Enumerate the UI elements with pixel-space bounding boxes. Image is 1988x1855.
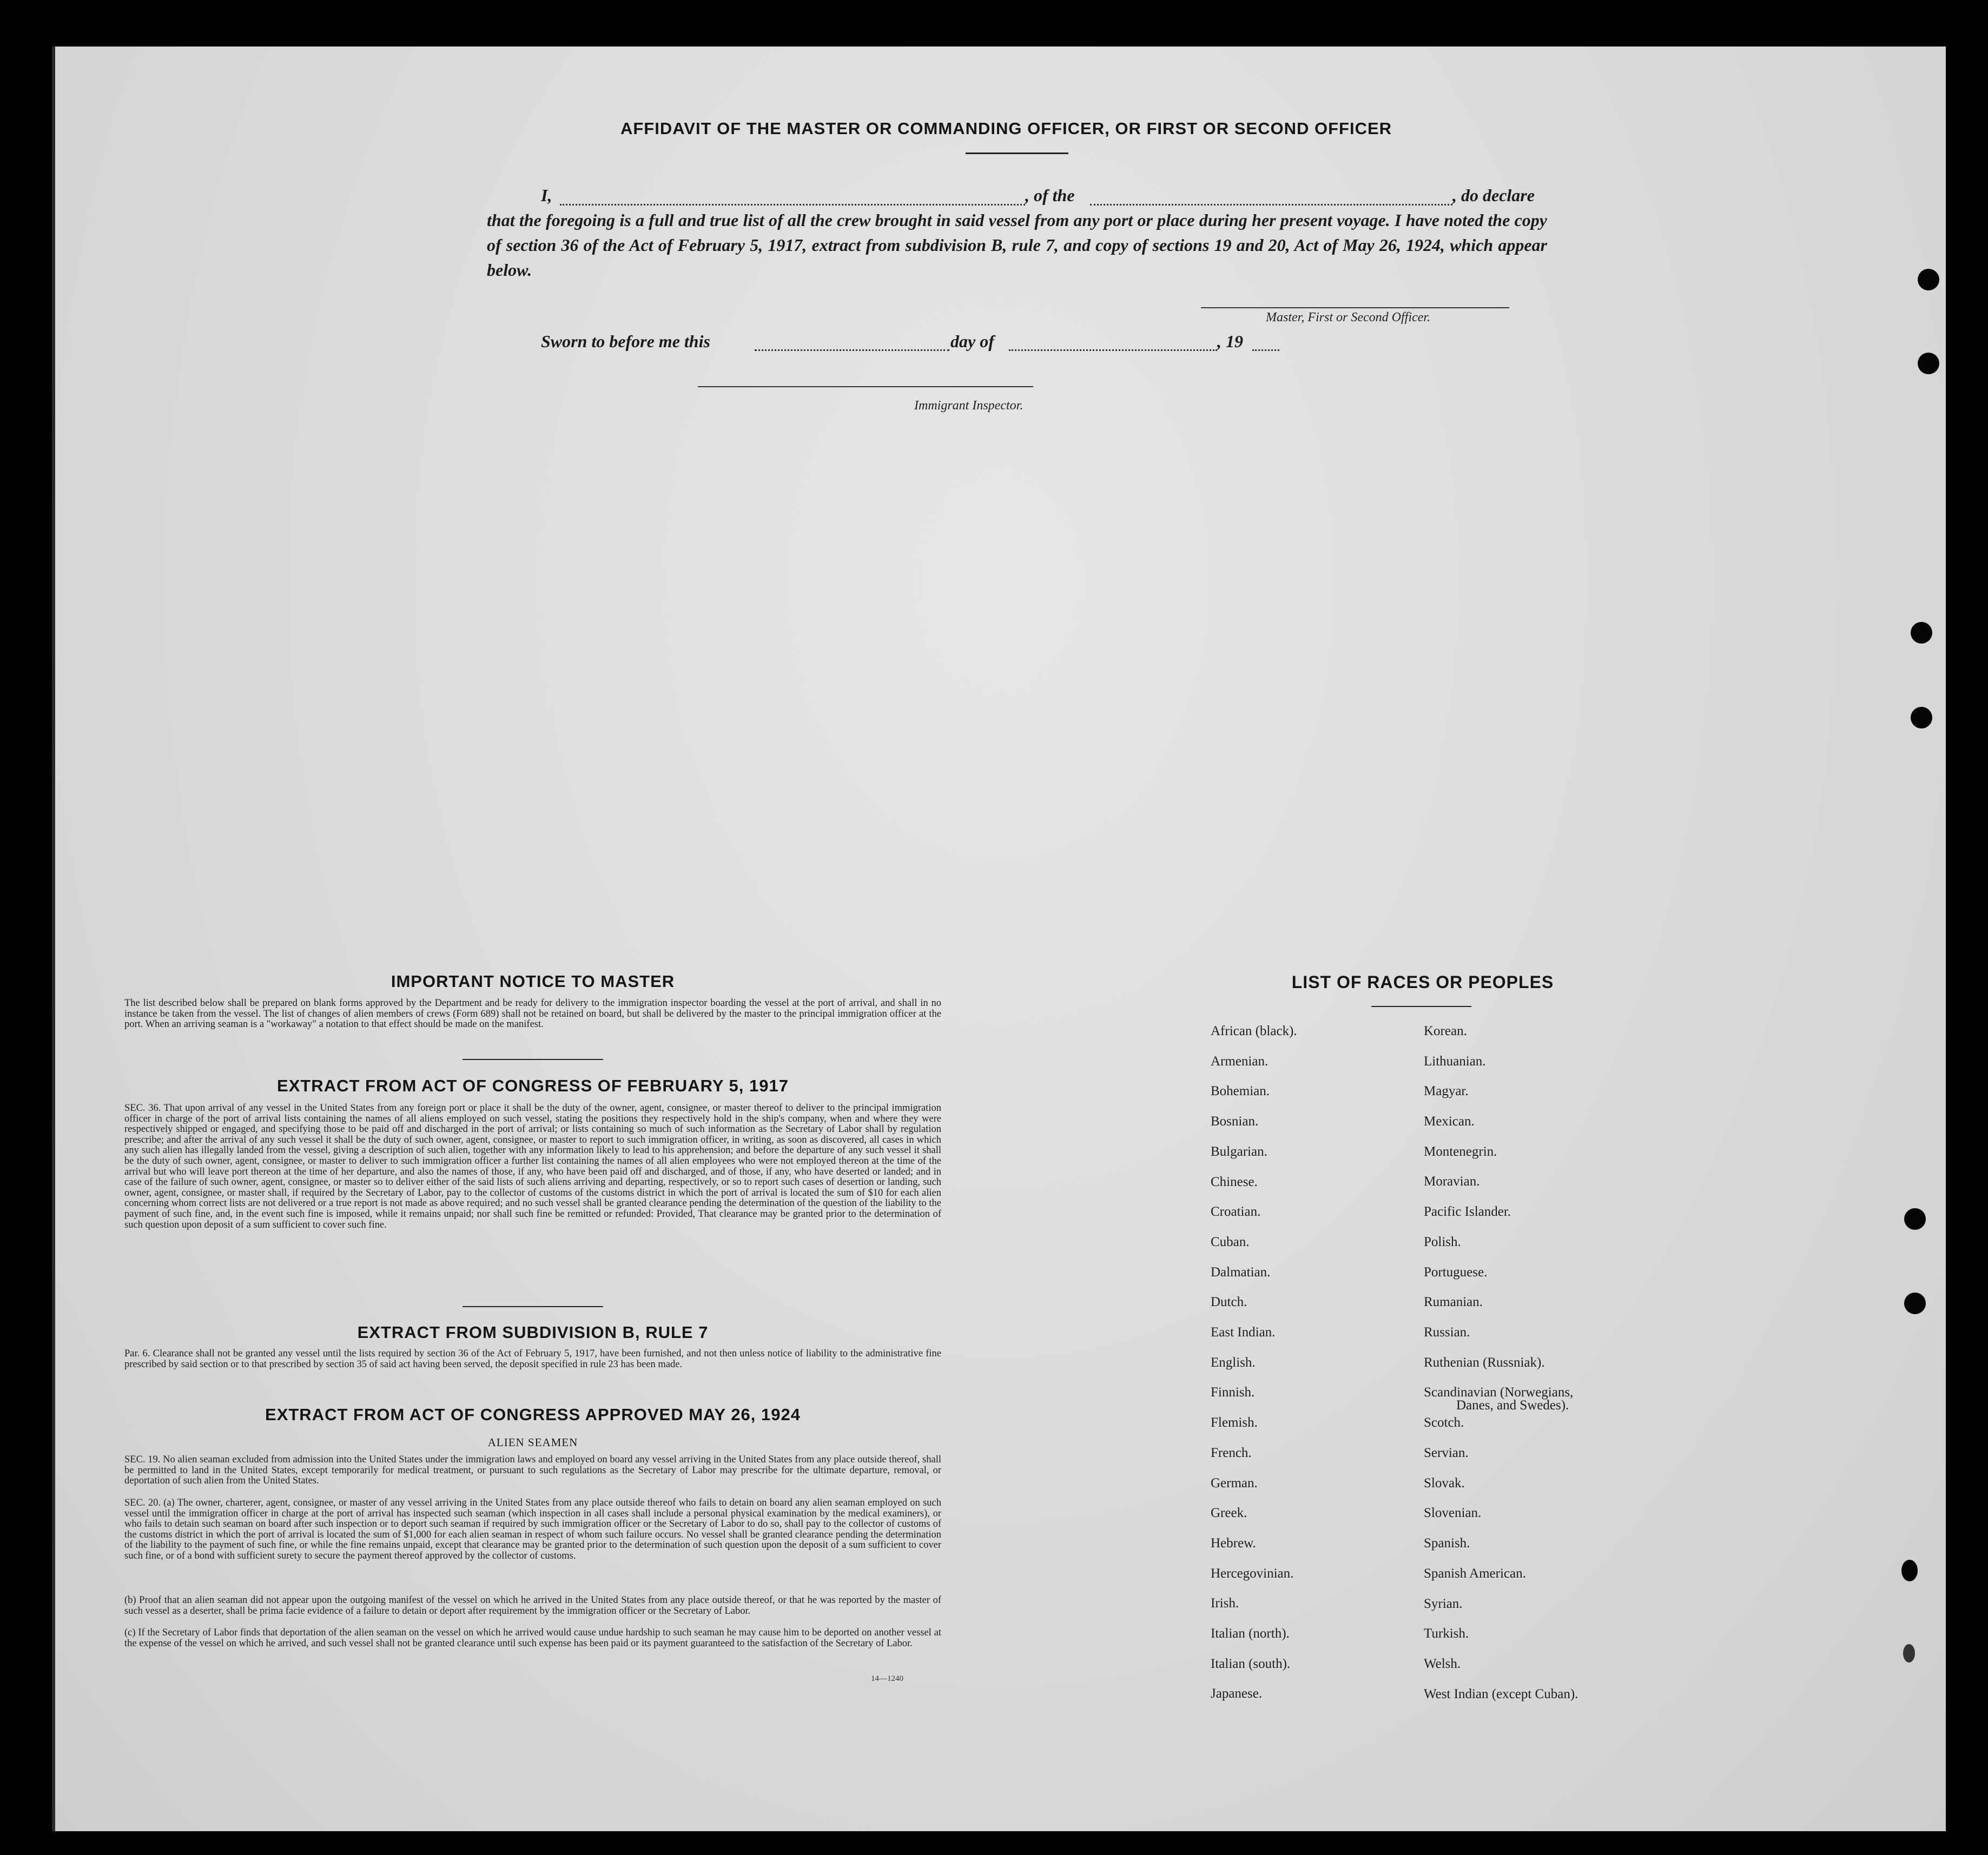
declarant-label: I, xyxy=(541,186,552,205)
sec-20b-text: (b) Proof that an alien seaman did not appear upon the outgoing manifest of the vessel on which he arrived in the United States from any place outside thereof, or that he was reported by the master of such vessel as a deserter, shall be prima facie evidence of a failure to detain or deport after requirement by the immigration officer or the Secretary of Labor. xyxy=(124,1595,941,1617)
extract-1917-text: SEC. 36. That upon arrival of any vessel in the United States from any foreign port or place it shall be the duty of the owner, agent, consignee, or master thereof to deliver to the principal immigration officer in charge of the port of arrival lists containing the names of all aliens employed on such vessel, stating the positions they respectively hold in the ship's company, when and where they were respectively shipped or engaged, and specifying those to be paid off and discharged in the port of arrival; or lists containing so much of such information as the Secretary of Labor shall by regulation prescribe; and after the arrival of any such vessel it shall be the duty of such owner, agent, consignee, or master to report to such immigration officer, in writing, as soon as discovered, all cases in which any such alien has illegally landed from the vessel, giving a description of such alien, together with any information likely to lead to his apprehension; and before the departure of any such vessel it shall be the duty of such owner, agent, consignee, or master to deliver to such immigration officer a further list containing the names of all alien employees who were not employed thereon at the time of the arrival but who will leave port thereon at the time of her departure, and also the names of those, if any, who have been paid off and discharged, and of those, if any, who have deserted or landed; and in case of the failure of such owner, agent, consignee, or master so to deliver either of the said lists of such aliens arriving and departing, respectively, or so to report such cases of desertion or landing, such owner, agent, consignee, or master shall, if required by the Secretary of Labor, pay to the collector of customs of the customs district in which the port of arrival is located the sum of $10 for each alien concerning whom correct lists are not delivered or a true report is not made as above required; and no such vessel shall be granted clearance pending the determination of the question of the liability to the payment of such fine, and, in the event such fine is imposed, while it remains unpaid; nor shall such fine be remitted or refunded: Provided, That clearance may be granted prior to the determination of such question upon deposit of a sum sufficient to cover such fine. xyxy=(124,1103,941,1230)
document-page xyxy=(52,47,1946,1831)
race-item: Syrian. xyxy=(1424,1596,1463,1611)
race-item: Danes, and Swedes). xyxy=(1456,1398,1569,1413)
race-item: French. xyxy=(1211,1446,1252,1460)
binder-hole xyxy=(1903,1644,1915,1662)
race-item: Bulgarian. xyxy=(1211,1144,1267,1159)
race-item: Chinese. xyxy=(1211,1175,1258,1189)
race-item: Irish. xyxy=(1211,1596,1239,1611)
race-item: Slovenian. xyxy=(1424,1506,1482,1520)
race-item: Korean. xyxy=(1424,1024,1467,1038)
race-item: Hebrew. xyxy=(1211,1536,1256,1551)
sworn-month-field[interactable] xyxy=(1009,349,1217,351)
inspector-signature-field[interactable] xyxy=(698,386,1033,387)
race-item: West Indian (except Cuban). xyxy=(1424,1687,1578,1701)
extract-1917-title: EXTRACT FROM ACT OF CONGRESS OF FEBRUARY 5, 1917 xyxy=(277,1076,789,1095)
sec-19-text: SEC. 19. No alien seaman excluded from admission into the United States under the immigration laws and employed on board any vessel arriving in the United States from any place outside thereof, shall be permitted to land in the United States, except temporarily for medical treatment, or pursuant to such regulations as the Secretary of Labor may prescribe for the ultimate departure, removal, or deportation of such alien from the United States. xyxy=(124,1454,941,1487)
race-item: Japanese. xyxy=(1211,1686,1263,1701)
race-item: African (black). xyxy=(1211,1024,1297,1038)
form-number: 14—1240 xyxy=(871,1674,903,1683)
races-title-underline xyxy=(1371,1006,1471,1007)
sec-20c-text: (c) If the Secretary of Labor finds that deportation of the alien seaman on the vessel on which he arrived would cause undue hardship to such seaman he may cause him to be deported on another vessel at the expense of the vessel on which he arrived, and such vessel shall not be granted clearance until such expense has been paid or its payment guaranteed to the satisfaction of the Secretary of Labor. xyxy=(124,1627,941,1649)
race-item: Dalmatian. xyxy=(1211,1265,1271,1280)
title-underline xyxy=(966,153,1068,154)
vessel-name-field[interactable] xyxy=(1090,204,1452,206)
subdivision-b-text: Par. 6. Clearance shall not be granted any vessel until the lists required by section 36 of the Act of February 5, 1917, have been furnished, and not then unless notice of liability to the administrative fine prescribed by said section or to that prescribed by section 35 of said act having been served, the deposit specified in rule 23 has been made. xyxy=(124,1348,941,1370)
race-item: Moravian. xyxy=(1424,1174,1480,1189)
sworn-year-field[interactable] xyxy=(1252,349,1279,351)
race-item: Polish. xyxy=(1424,1235,1461,1249)
race-item: Scandinavian (Norwegians, xyxy=(1424,1385,1574,1400)
extract-1917-divider xyxy=(463,1306,603,1307)
race-item: Flemish. xyxy=(1211,1415,1258,1430)
race-item: Welsh. xyxy=(1424,1657,1461,1671)
declarant-name-field[interactable] xyxy=(560,204,1025,206)
binder-hole xyxy=(1904,1208,1926,1230)
binder-hole xyxy=(1911,622,1932,644)
race-item: Hercegovinian. xyxy=(1211,1566,1294,1581)
day-of-label: day of xyxy=(950,332,994,351)
year-label: , 19 xyxy=(1217,332,1243,351)
race-item: Dutch. xyxy=(1211,1295,1247,1309)
race-item: Russian. xyxy=(1424,1325,1470,1340)
binder-hole xyxy=(1911,707,1932,728)
do-declare-label: , do declare xyxy=(1452,186,1535,205)
race-item: Lithuanian. xyxy=(1424,1054,1486,1069)
race-item: Bosnian. xyxy=(1211,1114,1259,1129)
notice-title: IMPORTANT NOTICE TO MASTER xyxy=(391,972,675,991)
race-item: Armenian. xyxy=(1211,1054,1269,1069)
subdivision-b-title: EXTRACT FROM SUBDIVISION B, RULE 7 xyxy=(357,1323,709,1342)
race-item: Portuguese. xyxy=(1424,1265,1488,1280)
extract-1924-title: EXTRACT FROM ACT OF CONGRESS APPROVED MAY 26, 1924 xyxy=(265,1405,801,1424)
officer-signature-caption: Master, First or Second Officer. xyxy=(1266,310,1430,324)
race-item: German. xyxy=(1211,1476,1258,1490)
notice-text: The list described below shall be prepared on blank forms approved by the Department and be ready for delivery to the immigration inspector boarding the vessel at the port of arrival, and shall in no instance be taken from the vessel. The list of changes of alien members of crews (Form 689) shall not be retained on board, but shall be delivered by the master to the principal immigration officer at the port. When an arriving seaman is a "workaway" a notation to that effect should be made on the manifest. xyxy=(124,998,941,1030)
race-item: Rumanian. xyxy=(1424,1295,1483,1309)
binder-hole xyxy=(1918,353,1939,374)
race-item: Montenegrin. xyxy=(1424,1144,1497,1159)
of-the-label: , of the xyxy=(1025,186,1075,205)
affidavit-body: that the foregoing is a full and true list of all the crew brought in said vessel from any port or place during her present voyage. I have noted the copy of section 36 of the Act of February 5, 1917, extract from subdivision B, rule 7, and copy of sections 19 and 20, Act of May 26, 1924, which appear below. xyxy=(487,210,1547,280)
races-title: LIST OF RACES OR PEOPLES xyxy=(1291,972,1554,992)
race-item: Pacific Islander. xyxy=(1424,1204,1511,1219)
race-item: Cuban. xyxy=(1211,1235,1250,1249)
race-item: Servian. xyxy=(1424,1446,1469,1460)
race-item: English. xyxy=(1211,1355,1256,1370)
race-item: Turkish. xyxy=(1424,1626,1469,1641)
sec-20a-text: SEC. 20. (a) The owner, charterer, agent, consignee, or master of any vessel arriving in the United States from any place outside thereof who fails to detain on board any alien seaman employed on such vessel until the immigration officer in charge at the port of arrival has inspected such seaman (which inspection in all cases shall include a personal physical examination by the medical examiners), or who fails to detain such seaman on board after such inspection or to deport such seaman if required by such immigration officer or the Secretary of Labor to do so, shall pay to the collector of customs of the customs district in which the port of arrival is located the sum of $1,000 for each alien seaman in respect of whom such failure occurs. No vessel shall be granted clearance pending the determination of the liability to the payment of such fine, or while the fine remains unpaid, except that clearance may be granted prior to the determination of such question upon the deposit of a sum sufficient to cover such fine, or of a bond with sufficient surety to secure the payment thereof approved by the collector of customs. xyxy=(124,1498,941,1561)
race-item: Mexican. xyxy=(1424,1114,1475,1129)
sworn-label: Sworn to before me this xyxy=(541,332,710,351)
notice-divider xyxy=(463,1059,603,1060)
race-item: Greek. xyxy=(1211,1506,1247,1520)
officer-signature-field[interactable] xyxy=(1201,307,1509,308)
affidavit-title: AFFIDAVIT OF THE MASTER OR COMMANDING OFFICER, OR FIRST OR SECOND OFFICER xyxy=(620,119,1392,138)
race-item: Croatian. xyxy=(1211,1204,1261,1219)
alien-seamen-subtitle: ALIEN SEAMEN xyxy=(487,1436,578,1449)
race-item: Slovak. xyxy=(1424,1476,1465,1490)
binder-hole xyxy=(1901,1560,1918,1581)
race-item: Spanish. xyxy=(1424,1536,1470,1551)
race-item: Spanish American. xyxy=(1424,1566,1526,1581)
race-item: Italian (south). xyxy=(1211,1657,1291,1671)
race-item: Magyar. xyxy=(1424,1084,1469,1098)
binder-hole xyxy=(1904,1293,1926,1314)
inspector-caption: Immigrant Inspector. xyxy=(914,399,1023,413)
race-item: East Indian. xyxy=(1211,1325,1276,1340)
binder-hole xyxy=(1918,269,1939,290)
race-item: Bohemian. xyxy=(1211,1084,1270,1098)
race-item: Scotch. xyxy=(1424,1415,1464,1430)
sworn-day-field[interactable] xyxy=(755,349,949,351)
race-item: Ruthenian (Russniak). xyxy=(1424,1355,1545,1370)
race-item: Italian (north). xyxy=(1211,1626,1290,1641)
race-item: Finnish. xyxy=(1211,1385,1255,1400)
